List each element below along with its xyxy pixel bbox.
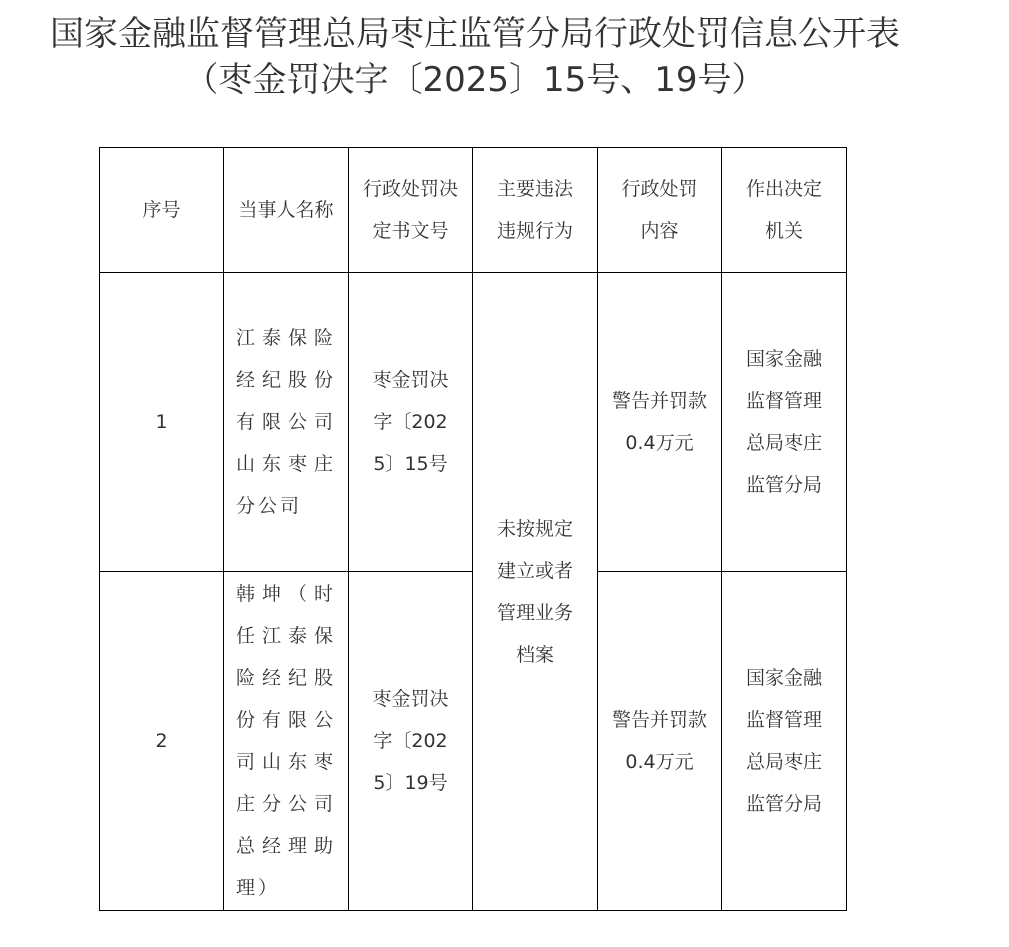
authority-cell: 国家金融监督管理总局枣庄监管分局 — [722, 273, 847, 572]
header-cell: 行政处罚决定书文号 — [349, 148, 473, 273]
row-number-cell: 1 — [100, 273, 224, 572]
party-name-cell: 韩坤（时任江泰保险经纪股份有限公司山东枣庄分公司总经理助理） — [224, 572, 349, 911]
page-title: 国家金融监督管理总局枣庄监管分局行政处罚信息公开表 — [50, 14, 900, 54]
table-row — [100, 273, 847, 572]
header-cell: 行政处罚内容 — [598, 148, 722, 273]
row-number-cell: 2 — [100, 572, 224, 911]
penalty-content-cell: 警告并罚款0.4万元 — [598, 273, 722, 572]
header-cell: 当事人名称 — [224, 148, 349, 273]
table-header-row — [100, 148, 847, 273]
party-name-cell: 江泰保险经纪股份有限公司山东枣庄分公司 — [224, 273, 349, 572]
header-cell: 作出决定机关 — [722, 148, 847, 273]
penalty-content-cell: 警告并罚款0.4万元 — [598, 572, 722, 911]
header-cell: 主要违法违规行为 — [473, 148, 598, 273]
authority-cell: 国家金融监督管理总局枣庄监管分局 — [722, 572, 847, 911]
page-subtitle: （枣金罚决字〔2025〕15号、19号） — [184, 60, 766, 100]
decision-number-cell: 枣金罚决字〔2025〕15号 — [349, 273, 473, 572]
violation-cell: 未按规定建立或者管理业务档案 — [473, 273, 598, 911]
header-cell: 序号 — [100, 148, 224, 273]
penalty-info-table — [99, 147, 847, 911]
decision-number-cell: 枣金罚决字〔2025〕19号 — [349, 572, 473, 911]
